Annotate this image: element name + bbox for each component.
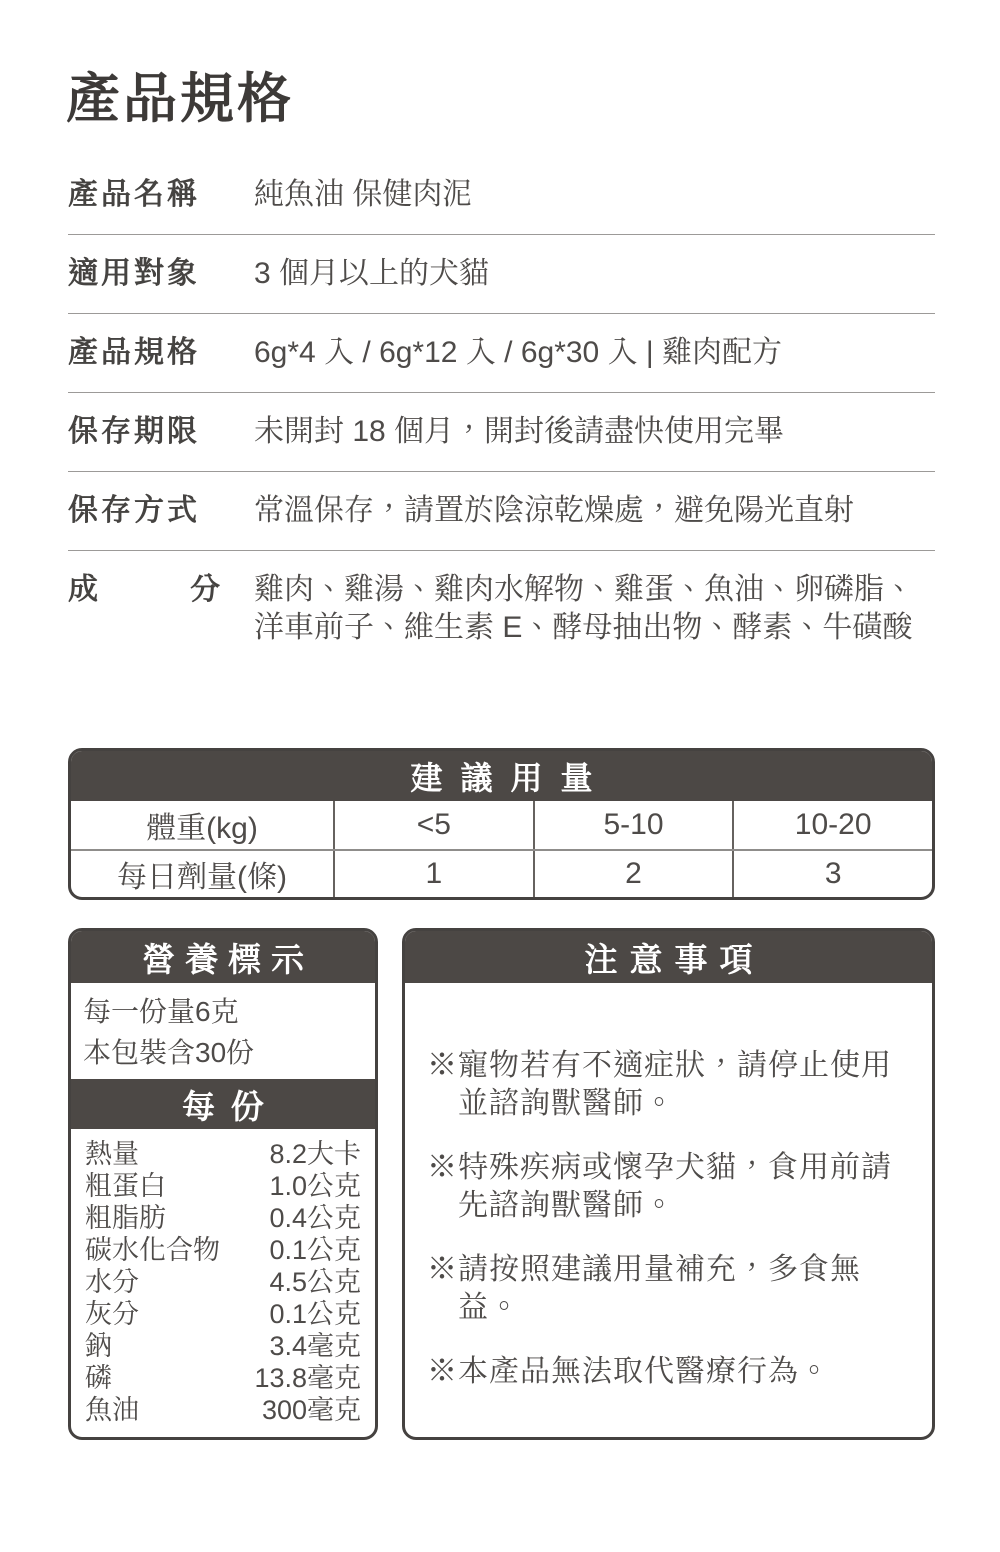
notice-item: ※特殊疾病或懷孕犬貓，食用前請先諮詢獸醫師。 bbox=[427, 1151, 892, 1222]
nutrient-value: 1.0公克 bbox=[269, 1171, 361, 1201]
spec-row-storage bbox=[68, 472, 935, 551]
spec-value: 雞肉、雞湯、雞肉水解物、雞蛋、魚油、卵磷脂、洋車前子、維生素 E、酵母抽出物、酵素、牛磺酸 bbox=[254, 573, 914, 644]
notice-item: ※本產品無法取代醫療行為。 bbox=[427, 1355, 830, 1388]
nutrient-name: 灰分 bbox=[85, 1299, 139, 1329]
spec-row-product-name bbox=[68, 156, 935, 235]
nutrition-box bbox=[68, 928, 378, 1440]
dosage-daily-label: 每日劑量(條) bbox=[117, 861, 287, 894]
spec-value: 未開封 18 個月，開封後請盡快使用完畢 bbox=[254, 415, 785, 448]
dosage-table-title: 建議用量 bbox=[71, 751, 932, 801]
notice-item: ※請按照建議用量補充，多食無益。 bbox=[427, 1253, 861, 1324]
dosage-weight-value: 10-20 bbox=[732, 801, 932, 849]
per-serving-title: 每份 bbox=[71, 1079, 375, 1129]
nutrition-row bbox=[85, 1298, 361, 1330]
dosage-table bbox=[68, 748, 935, 900]
serving-size: 每一份量6克 bbox=[83, 996, 239, 1027]
table-row-daily-dose bbox=[71, 849, 932, 897]
spec-value: 3 個月以上的犬貓 bbox=[254, 257, 490, 290]
nutrition-serving-info bbox=[71, 983, 375, 1079]
nutrient-name: 水分 bbox=[85, 1267, 139, 1297]
nutrient-value: 0.4公克 bbox=[269, 1203, 361, 1233]
spec-row-ingredients bbox=[68, 551, 935, 667]
notice-title: 注意事項 bbox=[405, 931, 932, 983]
spec-label: 產品規格 bbox=[68, 336, 200, 369]
nutrient-value: 3.4毫克 bbox=[269, 1331, 361, 1361]
nutrient-name: 粗蛋白 bbox=[85, 1171, 166, 1201]
nutrient-value: 13.8毫克 bbox=[254, 1363, 361, 1393]
nutrient-value: 4.5公克 bbox=[269, 1267, 361, 1297]
dosage-weight-value: 5-10 bbox=[533, 801, 733, 849]
nutrition-row bbox=[85, 1138, 361, 1170]
dosage-daily-value: 3 bbox=[732, 851, 932, 897]
nutrition-row bbox=[85, 1362, 361, 1394]
nutrient-name: 碳水化合物 bbox=[85, 1235, 220, 1265]
nutrition-row bbox=[85, 1202, 361, 1234]
spec-label: 成分 bbox=[68, 573, 220, 606]
servings-per-pack: 本包裝含30份 bbox=[83, 1037, 255, 1068]
spec-row-sizes bbox=[68, 314, 935, 393]
nutrient-name: 魚油 bbox=[85, 1395, 139, 1425]
spec-row-shelf-life bbox=[68, 393, 935, 472]
spec-value: 純魚油 保健肉泥 bbox=[254, 178, 473, 211]
nutrient-name: 鈉 bbox=[85, 1331, 112, 1361]
nutrient-value: 0.1公克 bbox=[269, 1299, 361, 1329]
table-row-weight bbox=[71, 801, 932, 849]
spec-value: 6g*4 入 / 6g*12 入 / 6g*30 入 | 雞肉配方 bbox=[254, 336, 783, 369]
dosage-weight-value: <5 bbox=[333, 801, 533, 849]
dosage-weight-label: 體重(kg) bbox=[146, 812, 258, 845]
spec-row-target bbox=[68, 235, 935, 314]
spec-label: 保存方式 bbox=[68, 494, 200, 527]
spec-list bbox=[68, 156, 935, 667]
nutrition-rows bbox=[71, 1129, 375, 1426]
nutrient-value: 8.2大卡 bbox=[269, 1139, 361, 1169]
nutrient-value: 300毫克 bbox=[261, 1395, 361, 1425]
dosage-daily-value: 2 bbox=[533, 851, 733, 897]
nutrition-row bbox=[85, 1266, 361, 1298]
dosage-daily-value: 1 bbox=[333, 851, 533, 897]
notice-list bbox=[405, 983, 932, 1417]
nutrient-name: 磷 bbox=[85, 1363, 112, 1393]
spec-label: 適用對象 bbox=[68, 257, 200, 290]
spec-label: 保存期限 bbox=[68, 415, 200, 448]
nutrient-name: 粗脂肪 bbox=[85, 1203, 166, 1233]
page-title: 產品規格 bbox=[66, 69, 294, 129]
nutrition-row bbox=[85, 1394, 361, 1426]
bottom-boxes bbox=[68, 928, 935, 1440]
spec-value: 常溫保存，請置於陰涼乾燥處，避免陽光直射 bbox=[254, 494, 854, 527]
spec-label: 產品名稱 bbox=[68, 178, 200, 211]
notice-box bbox=[402, 928, 935, 1440]
nutrition-row bbox=[85, 1170, 361, 1202]
nutrition-row bbox=[85, 1234, 361, 1266]
nutrient-name: 熱量 bbox=[85, 1139, 139, 1169]
notice-item: ※寵物若有不適症狀，請停止使用並諮詢獸醫師。 bbox=[427, 1049, 892, 1120]
nutrition-title: 營養標示 bbox=[71, 931, 375, 983]
nutrition-row bbox=[85, 1330, 361, 1362]
nutrient-value: 0.1公克 bbox=[269, 1235, 361, 1265]
